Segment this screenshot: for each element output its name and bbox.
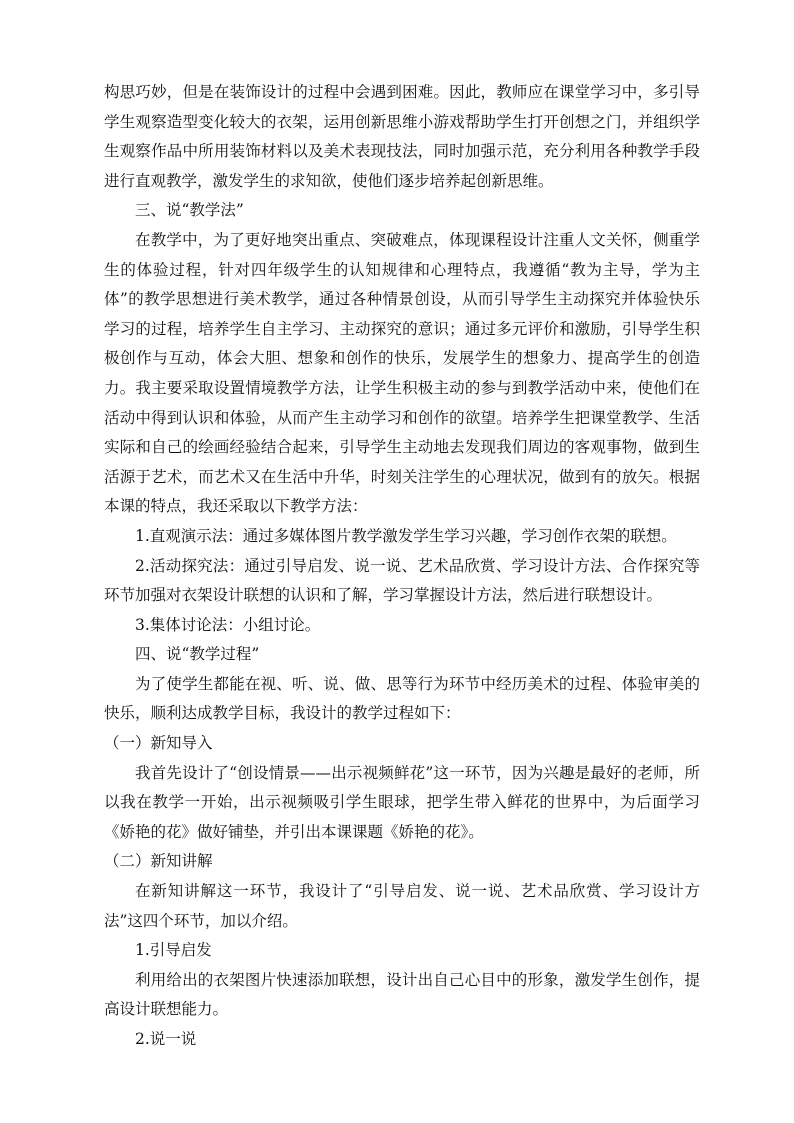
subheading-new-knowledge-explain: （二）新知讲解 [104, 852, 213, 871]
paragraph-process-intro: 为了使学生都能在视、听、说、做、思等行为环节中经历美术的过程、体验审美的快乐，顺利达成教学目标，我设计的教学过程如下： [104, 674, 700, 723]
paragraph-new-knowledge-intro: 我首先设计了“创设情景——出示视频鲜花”这一环节，因为兴趣是最好的老师，所以我在教学一开始，出示视频吸引学生眼球，把学生带入鲜花的世界中，为后面学习《娇艳的花》做好铺垫，并引出本课课题《娇艳的花》。 [104, 763, 700, 841]
item-guidance: 1.引导启发 [135, 941, 212, 960]
document-page [104, 78, 700, 1055]
paragraph-teaching-method: 在教学中，为了更好地突出重点、突破难点，体现课程设计注重人文关怀，侧重学生的体验过程，针对四年级学生的认知规律和心理特点，我遵循“教为主导，学为主体”的教学思想进行美术教学，通过各种情景创设，从而引导学生主动探究并体验快乐学习的过程，培养学生自主学习、主动探究的意识；通过多元评价和激励，引导学生积极创作与互动，体会大胆、想象和创作的快乐，发展学生的想象力、提高学生的创造力。我主要采取设置情境教学方法，让学生积极主动的参与到教学活动中来，使他们在活动中得到认识和体验，从而产生主动学习和创作的欲望。培养学生把课堂教学、生活实际和自己的绘画经验结合起来，引导学生主动地去发现我们周边的客观事物，做到生活源于艺术，而艺术又在生活中升华，时刻关注学生的心理状况，做到有的放矢。根据本课的特点，我还采取以下教学方法： [104, 230, 700, 516]
paragraph-continuation: 构思巧妙，但是在装饰设计的过程中会遇到困难。因此，教师应在课堂学习中，多引导学生观察造型变化较大的衣架，运用创新思维小游戏帮助学生打开创想之门，并组织学生观察作品中所用装饰材料以及美术表现技法，同时加强示范，充分利用各种教学手段进行直观教学，激发学生的求知欲，使他们逐步培养起创新思维。 [104, 83, 700, 190]
paragraph-method-1: 1.直观演示法：通过多媒体图片教学激发学生学习兴趣，学习创作衣架的联想。 [135, 526, 677, 545]
section-heading-teaching-process: 四、说“教学过程” [135, 645, 260, 664]
subheading-new-knowledge-intro: （一）新知导入 [104, 734, 213, 753]
section-heading-teaching-method: 三、说“教学法” [135, 201, 244, 220]
paragraph-method-2: 2.活动探究法：通过引导启发、说一说、艺术品欣赏、学习设计方法、合作探究等环节加强对衣架设计联想的认识和了解，学习掌握设计方法，然后进行联想设计。 [104, 556, 700, 605]
paragraph-guidance: 利用给出的衣架图片快速添加联想，设计出自己心目中的形象，激发学生创作，提高设计联想能力。 [104, 970, 700, 1019]
paragraph-new-knowledge-explain: 在新知讲解这一环节，我设计了“引导启发、说一说、艺术品欣赏、学习设计方法”这四个环节，加以介绍。 [104, 882, 700, 930]
paragraph-method-3: 3.集体讨论法：小组讨论。 [135, 615, 321, 634]
item-discussion: 2.说一说 [135, 1030, 197, 1048]
